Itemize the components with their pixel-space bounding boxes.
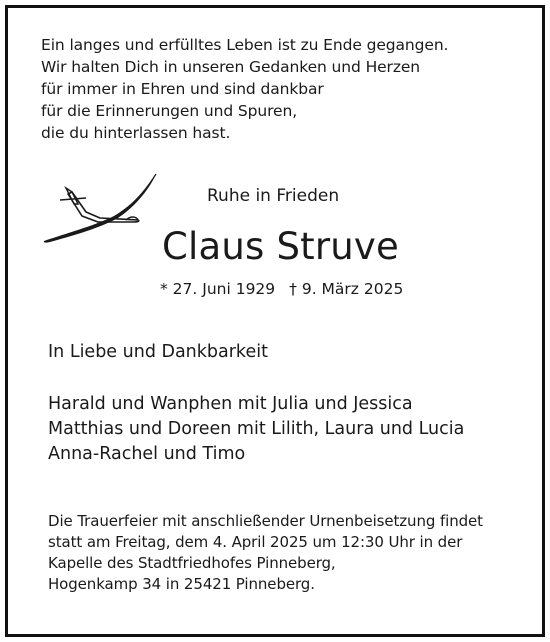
poem-line: die du hinterlassen hast. bbox=[41, 124, 231, 142]
life-dates bbox=[160, 280, 403, 298]
funeral-service-info bbox=[48, 511, 483, 595]
service-line: statt am Freitag, dem 4. April 2025 um 12:30 Uhr in der bbox=[48, 533, 463, 551]
service-line: Hogenkamp 34 in 25421 Pinneberg. bbox=[48, 575, 315, 593]
deceased-name: Claus Struve bbox=[162, 225, 399, 268]
poem-line: Ein langes und erfülltes Leben ist zu Ende gegangen. bbox=[41, 36, 449, 54]
death-date: † 9. März 2025 bbox=[289, 280, 404, 298]
family-line: Harald und Wanphen mit Julia und Jessica bbox=[48, 394, 413, 414]
thanks-line: In Liebe und Dankbarkeit bbox=[48, 342, 268, 362]
family-line: Anna-Rachel und Timo bbox=[48, 444, 246, 464]
poem-line: für immer in Ehren und sind dankbar bbox=[41, 80, 324, 98]
poem-verse bbox=[41, 34, 448, 144]
service-line: Die Trauerfeier mit anschließender Urnenbeisetzung findet bbox=[48, 512, 483, 530]
rest-in-peace-text: Ruhe in Frieden bbox=[207, 186, 340, 206]
birth-date: * 27. Juni 1929 bbox=[160, 280, 276, 298]
service-line: Kapelle des Stadtfriedhofes Pinneberg, bbox=[48, 554, 336, 572]
family-list bbox=[48, 392, 464, 467]
poem-line: für die Erinnerungen und Spuren, bbox=[41, 102, 298, 120]
family-line: Matthias und Doreen mit Lilith, Laura und Lucia bbox=[48, 419, 465, 439]
glider-icon bbox=[38, 170, 162, 248]
poem-line: Wir halten Dich in unseren Gedanken und Herzen bbox=[41, 58, 421, 76]
